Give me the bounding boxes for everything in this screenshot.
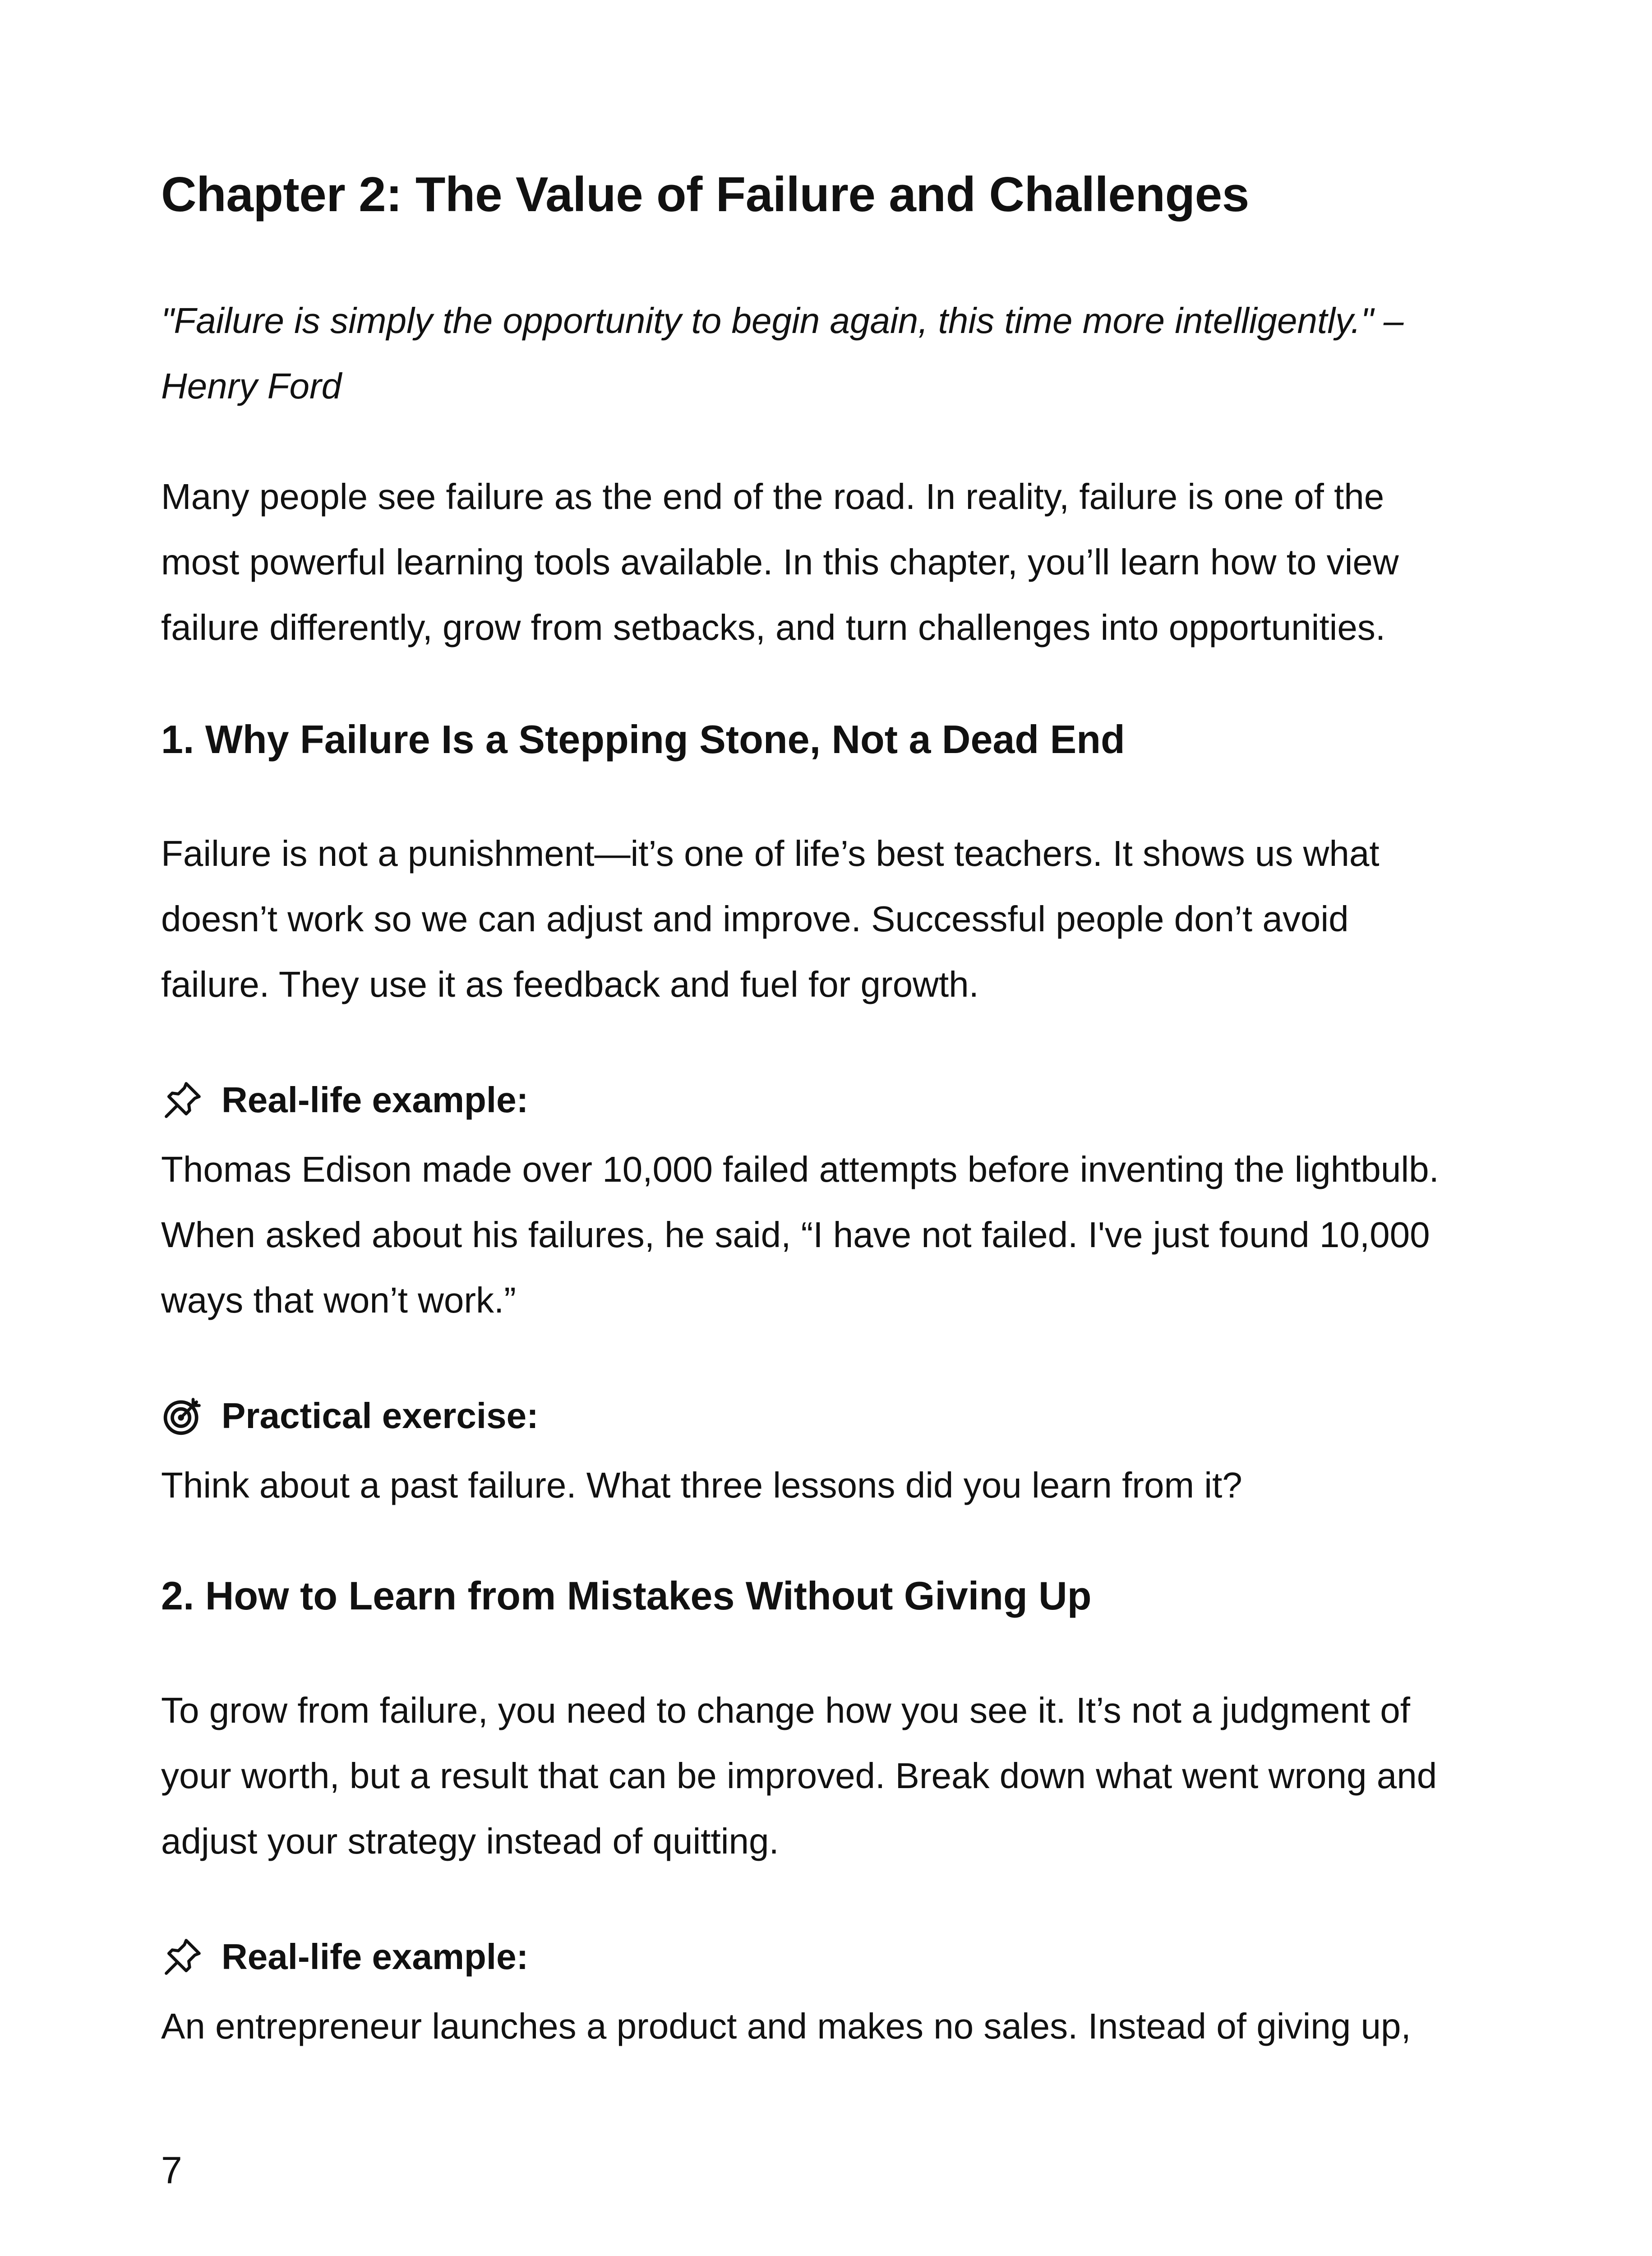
pushpin-icon: [161, 1935, 204, 1979]
exercise-label: [161, 1393, 1510, 1438]
epigraph-quote: [161, 288, 1510, 419]
paragraph-line: failure differently, grow from setbacks, and turn challenges into opportunities.: [161, 607, 1386, 647]
paragraph-line: To grow from failure, you need to change how you see it. It’s not a judgment of: [161, 1690, 1411, 1730]
paragraph-line: Think about a past failure. What three lessons did you learn from it?: [161, 1465, 1242, 1505]
exercise-paragraph: [161, 1452, 1510, 1518]
example-paragraph: [161, 1993, 1510, 2059]
example-label: [161, 1077, 1510, 1123]
paragraph-line: An entrepreneur launches a product and makes no sales. Instead of giving up,: [161, 2006, 1411, 2046]
intro-paragraph: [161, 464, 1510, 660]
quote-line: Henry Ford: [161, 366, 342, 406]
paragraph-line: most powerful learning tools available. In this chapter, you’ll learn how to view: [161, 542, 1399, 582]
paragraph-line: failure. They use it as feedback and fuel for growth.: [161, 964, 979, 1004]
paragraph-line: When asked about his failures, he said, “I have not failed. I've just found 10,000: [161, 1215, 1430, 1255]
example-paragraph: [161, 1137, 1510, 1333]
paragraph-line: Failure is not a punishment—it’s one of life’s best teachers. It shows us what: [161, 833, 1380, 874]
page-number: 7: [161, 2149, 182, 2191]
section-paragraph: [161, 821, 1510, 1017]
section-heading: 2. How to Learn from Mistakes Without Giving Up: [161, 1573, 1092, 1618]
example-label-text: Real-life example:: [221, 1080, 529, 1120]
exercise-label-text: Practical exercise:: [221, 1396, 539, 1436]
example-label: [161, 1934, 1510, 1979]
paragraph-line: your worth, but a result that can be improved. Break down what went wrong and: [161, 1756, 1437, 1796]
example-label-text: Real-life example:: [221, 1937, 529, 1977]
paragraph-line: adjust your strategy instead of quitting.: [161, 1821, 779, 1861]
paragraph-line: Thomas Edison made over 10,000 failed attempts before inventing the lightbulb.: [161, 1149, 1439, 1189]
target-icon: [161, 1394, 204, 1438]
section-heading: 1. Why Failure Is a Stepping Stone, Not a Dead End: [161, 717, 1125, 762]
paragraph-line: doesn’t work so we can adjust and improve. Successful people don’t avoid: [161, 899, 1349, 939]
paragraph-line: Many people see failure as the end of the road. In reality, failure is one of the: [161, 476, 1384, 517]
quote-line: "Failure is simply the opportunity to begin again, this time more intelligently." –: [161, 300, 1404, 341]
pushpin-icon: [161, 1078, 204, 1122]
section-paragraph: [161, 1678, 1510, 1874]
paragraph-line: ways that won’t work.”: [161, 1280, 516, 1320]
chapter-title: Chapter 2: The Value of Failure and Challenges: [161, 167, 1249, 222]
